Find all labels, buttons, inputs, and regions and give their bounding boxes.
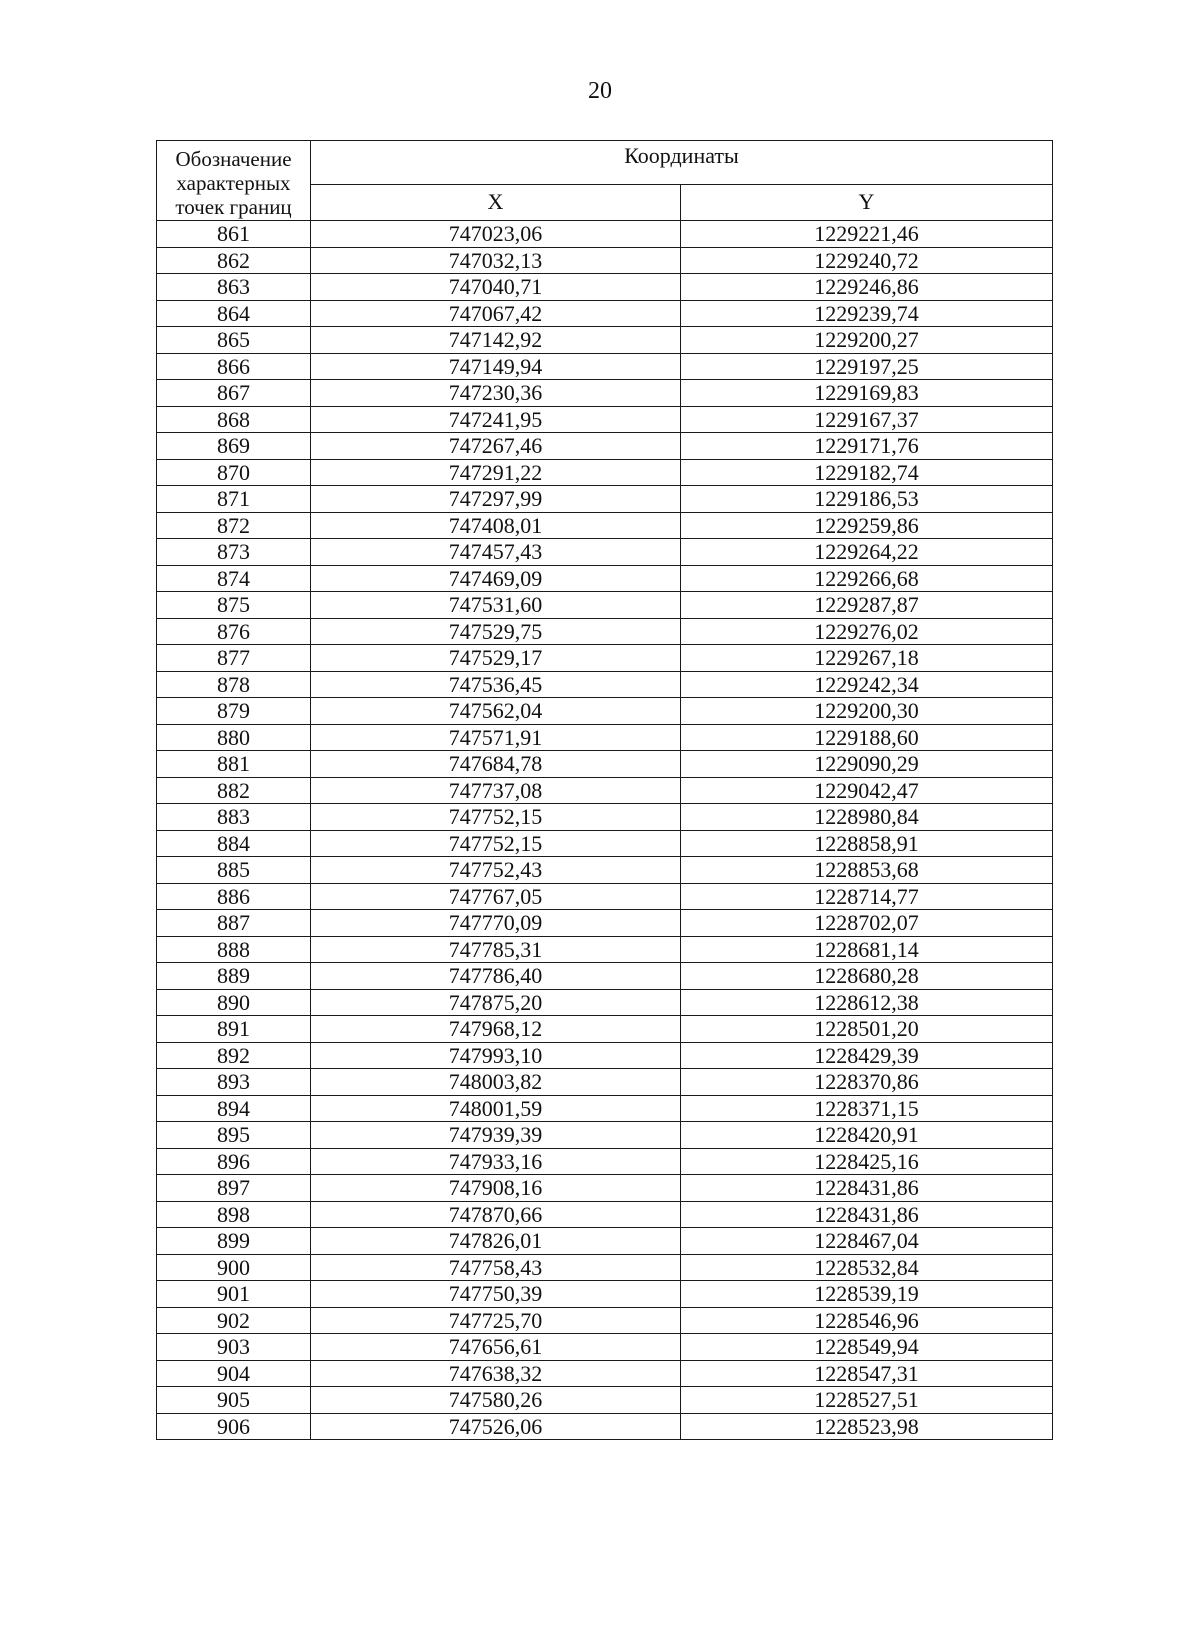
x-coordinate-cell: 747737,08 — [311, 777, 681, 804]
table-row — [157, 1016, 1053, 1043]
page-number: 20 — [588, 78, 612, 104]
y-column-header: Y — [681, 184, 1053, 220]
table-row — [157, 300, 1053, 327]
point-cell: 893 — [157, 1069, 311, 1096]
point-cell: 875 — [157, 592, 311, 619]
y-coordinate-cell: 1228501,20 — [681, 1016, 1053, 1043]
x-coordinate-cell: 747786,40 — [311, 963, 681, 990]
x-coordinate-cell: 747536,45 — [311, 671, 681, 698]
y-coordinate-cell: 1228980,84 — [681, 804, 1053, 831]
x-column-header: X — [311, 184, 681, 220]
x-coordinate-cell: 747993,10 — [311, 1042, 681, 1069]
point-cell: 889 — [157, 963, 311, 990]
table-row — [157, 1334, 1053, 1361]
x-coordinate-cell: 747826,01 — [311, 1228, 681, 1255]
x-coordinate-cell: 747752,15 — [311, 830, 681, 857]
point-cell: 868 — [157, 406, 311, 433]
point-cell: 894 — [157, 1095, 311, 1122]
y-coordinate-cell: 1229221,46 — [681, 221, 1053, 248]
x-coordinate-cell: 747562,04 — [311, 698, 681, 725]
x-coordinate-cell: 747526,06 — [311, 1413, 681, 1440]
point-cell: 862 — [157, 247, 311, 274]
y-coordinate-cell: 1229264,22 — [681, 539, 1053, 566]
point-cell: 870 — [157, 459, 311, 486]
x-coordinate-cell: 747908,16 — [311, 1175, 681, 1202]
point-cell: 865 — [157, 327, 311, 354]
y-coordinate-cell: 1229276,02 — [681, 618, 1053, 645]
table-row — [157, 274, 1053, 301]
point-designation-header: Обозначение характерных точек границ — [157, 141, 311, 221]
y-coordinate-cell: 1229242,34 — [681, 671, 1053, 698]
x-coordinate-cell: 747457,43 — [311, 539, 681, 566]
point-cell: 888 — [157, 936, 311, 963]
y-coordinate-cell: 1228680,28 — [681, 963, 1053, 990]
y-coordinate-cell: 1228431,86 — [681, 1201, 1053, 1228]
y-coordinate-cell: 1228523,98 — [681, 1413, 1053, 1440]
x-coordinate-cell: 747067,42 — [311, 300, 681, 327]
point-cell: 879 — [157, 698, 311, 725]
x-coordinate-cell: 747638,32 — [311, 1360, 681, 1387]
point-cell: 899 — [157, 1228, 311, 1255]
table-row — [157, 512, 1053, 539]
y-coordinate-cell: 1229266,68 — [681, 565, 1053, 592]
point-cell: 880 — [157, 724, 311, 751]
table-row — [157, 936, 1053, 963]
table-row — [157, 1042, 1053, 1069]
x-coordinate-cell: 747469,09 — [311, 565, 681, 592]
table-row — [157, 247, 1053, 274]
point-cell: 866 — [157, 353, 311, 380]
table-row — [157, 1307, 1053, 1334]
y-coordinate-cell: 1228858,91 — [681, 830, 1053, 857]
point-cell: 873 — [157, 539, 311, 566]
x-coordinate-cell: 747529,17 — [311, 645, 681, 672]
y-coordinate-cell: 1228546,96 — [681, 1307, 1053, 1334]
x-coordinate-cell: 747571,91 — [311, 724, 681, 751]
point-cell: 877 — [157, 645, 311, 672]
table-row — [157, 698, 1053, 725]
point-cell: 891 — [157, 1016, 311, 1043]
x-coordinate-cell: 747531,60 — [311, 592, 681, 619]
y-coordinate-cell: 1229239,74 — [681, 300, 1053, 327]
x-coordinate-cell: 747770,09 — [311, 910, 681, 937]
y-coordinate-cell: 1228853,68 — [681, 857, 1053, 884]
table-row — [157, 1360, 1053, 1387]
point-cell: 897 — [157, 1175, 311, 1202]
x-coordinate-cell: 747230,36 — [311, 380, 681, 407]
point-cell: 867 — [157, 380, 311, 407]
point-cell: 905 — [157, 1387, 311, 1414]
table-row — [157, 777, 1053, 804]
point-cell: 878 — [157, 671, 311, 698]
point-cell: 900 — [157, 1254, 311, 1281]
x-coordinate-cell: 748001,59 — [311, 1095, 681, 1122]
y-coordinate-cell: 1228420,91 — [681, 1122, 1053, 1149]
point-cell: 890 — [157, 989, 311, 1016]
y-coordinate-cell: 1229186,53 — [681, 486, 1053, 513]
y-coordinate-cell: 1228370,86 — [681, 1069, 1053, 1096]
table-row — [157, 989, 1053, 1016]
y-coordinate-cell: 1229182,74 — [681, 459, 1053, 486]
y-coordinate-cell: 1229200,30 — [681, 698, 1053, 725]
table-row — [157, 1122, 1053, 1149]
point-cell: 898 — [157, 1201, 311, 1228]
point-cell: 871 — [157, 486, 311, 513]
point-cell: 887 — [157, 910, 311, 937]
y-coordinate-cell: 1228527,51 — [681, 1387, 1053, 1414]
y-coordinate-cell: 1229197,25 — [681, 353, 1053, 380]
x-coordinate-cell: 747032,13 — [311, 247, 681, 274]
y-coordinate-cell: 1228612,38 — [681, 989, 1053, 1016]
x-coordinate-cell: 748003,82 — [311, 1069, 681, 1096]
table-row — [157, 618, 1053, 645]
point-cell: 869 — [157, 433, 311, 460]
boundary-coordinates-table — [156, 140, 1053, 1440]
table-row — [157, 857, 1053, 884]
y-coordinate-cell: 1229171,76 — [681, 433, 1053, 460]
y-coordinate-cell: 1229246,86 — [681, 274, 1053, 301]
table-row — [157, 883, 1053, 910]
y-coordinate-cell: 1228467,04 — [681, 1228, 1053, 1255]
y-coordinate-cell: 1228702,07 — [681, 910, 1053, 937]
y-coordinate-cell: 1229042,47 — [681, 777, 1053, 804]
point-cell: 882 — [157, 777, 311, 804]
table-row — [157, 671, 1053, 698]
y-coordinate-cell: 1229167,37 — [681, 406, 1053, 433]
table-row — [157, 486, 1053, 513]
table-row — [157, 1201, 1053, 1228]
x-coordinate-cell: 747750,39 — [311, 1281, 681, 1308]
table-body — [157, 221, 1053, 1440]
point-cell: 903 — [157, 1334, 311, 1361]
x-coordinate-cell: 747267,46 — [311, 433, 681, 460]
x-coordinate-cell: 747142,92 — [311, 327, 681, 354]
table-row — [157, 1413, 1053, 1440]
table-row — [157, 353, 1053, 380]
table-row — [157, 406, 1053, 433]
x-coordinate-cell: 747408,01 — [311, 512, 681, 539]
x-coordinate-cell: 747580,26 — [311, 1387, 681, 1414]
x-coordinate-cell: 747939,39 — [311, 1122, 681, 1149]
x-coordinate-cell: 747968,12 — [311, 1016, 681, 1043]
y-coordinate-cell: 1228547,31 — [681, 1360, 1053, 1387]
table-row — [157, 910, 1053, 937]
table-row — [157, 380, 1053, 407]
y-coordinate-cell: 1229267,18 — [681, 645, 1053, 672]
x-coordinate-cell: 747725,70 — [311, 1307, 681, 1334]
table-row — [157, 751, 1053, 778]
point-cell: 884 — [157, 830, 311, 857]
x-coordinate-cell: 747875,20 — [311, 989, 681, 1016]
table-row — [157, 1069, 1053, 1096]
y-coordinate-cell: 1228532,84 — [681, 1254, 1053, 1281]
table-row — [157, 724, 1053, 751]
y-coordinate-cell: 1228431,86 — [681, 1175, 1053, 1202]
y-coordinate-cell: 1229090,29 — [681, 751, 1053, 778]
point-cell: 895 — [157, 1122, 311, 1149]
point-cell: 892 — [157, 1042, 311, 1069]
x-coordinate-cell: 747785,31 — [311, 936, 681, 963]
point-cell: 901 — [157, 1281, 311, 1308]
y-coordinate-cell: 1228425,16 — [681, 1148, 1053, 1175]
x-coordinate-cell: 747656,61 — [311, 1334, 681, 1361]
x-coordinate-cell: 747933,16 — [311, 1148, 681, 1175]
point-cell: 896 — [157, 1148, 311, 1175]
table-row — [157, 539, 1053, 566]
x-coordinate-cell: 747767,05 — [311, 883, 681, 910]
y-coordinate-cell: 1229169,83 — [681, 380, 1053, 407]
point-cell: 886 — [157, 883, 311, 910]
y-coordinate-cell: 1228681,14 — [681, 936, 1053, 963]
y-coordinate-cell: 1229259,86 — [681, 512, 1053, 539]
x-coordinate-cell: 747023,06 — [311, 221, 681, 248]
table-row — [157, 804, 1053, 831]
y-coordinate-cell: 1228371,15 — [681, 1095, 1053, 1122]
y-coordinate-cell: 1229200,27 — [681, 327, 1053, 354]
table-row — [157, 1387, 1053, 1414]
y-coordinate-cell: 1228429,39 — [681, 1042, 1053, 1069]
point-cell: 864 — [157, 300, 311, 327]
table-row — [157, 1228, 1053, 1255]
table-row — [157, 645, 1053, 672]
x-coordinate-cell: 747297,99 — [311, 486, 681, 513]
y-coordinate-cell: 1228539,19 — [681, 1281, 1053, 1308]
x-coordinate-cell: 747758,43 — [311, 1254, 681, 1281]
point-cell: 861 — [157, 221, 311, 248]
x-coordinate-cell: 747684,78 — [311, 751, 681, 778]
y-coordinate-cell: 1228549,94 — [681, 1334, 1053, 1361]
table-row — [157, 1095, 1053, 1122]
point-cell: 883 — [157, 804, 311, 831]
table-row — [157, 327, 1053, 354]
point-cell: 902 — [157, 1307, 311, 1334]
table-row — [157, 1281, 1053, 1308]
x-coordinate-cell: 747291,22 — [311, 459, 681, 486]
coordinates-header: Координаты — [311, 141, 1053, 185]
x-coordinate-cell: 747870,66 — [311, 1201, 681, 1228]
y-coordinate-cell: 1229240,72 — [681, 247, 1053, 274]
table-row — [157, 459, 1053, 486]
table-row — [157, 592, 1053, 619]
table-row — [157, 1254, 1053, 1281]
table-row — [157, 963, 1053, 990]
y-coordinate-cell: 1229287,87 — [681, 592, 1053, 619]
x-coordinate-cell: 747529,75 — [311, 618, 681, 645]
x-coordinate-cell: 747241,95 — [311, 406, 681, 433]
point-cell: 874 — [157, 565, 311, 592]
x-coordinate-cell: 747040,71 — [311, 274, 681, 301]
y-coordinate-cell: 1228714,77 — [681, 883, 1053, 910]
x-coordinate-cell: 747752,15 — [311, 804, 681, 831]
table-row — [157, 221, 1053, 248]
table-row — [157, 1148, 1053, 1175]
table-row — [157, 565, 1053, 592]
point-cell: 885 — [157, 857, 311, 884]
point-cell: 863 — [157, 274, 311, 301]
x-coordinate-cell: 747149,94 — [311, 353, 681, 380]
x-coordinate-cell: 747752,43 — [311, 857, 681, 884]
point-cell: 906 — [157, 1413, 311, 1440]
point-cell: 872 — [157, 512, 311, 539]
table-row — [157, 830, 1053, 857]
table-row — [157, 1175, 1053, 1202]
point-cell: 876 — [157, 618, 311, 645]
table-row — [157, 433, 1053, 460]
point-cell: 881 — [157, 751, 311, 778]
point-cell: 904 — [157, 1360, 311, 1387]
y-coordinate-cell: 1229188,60 — [681, 724, 1053, 751]
